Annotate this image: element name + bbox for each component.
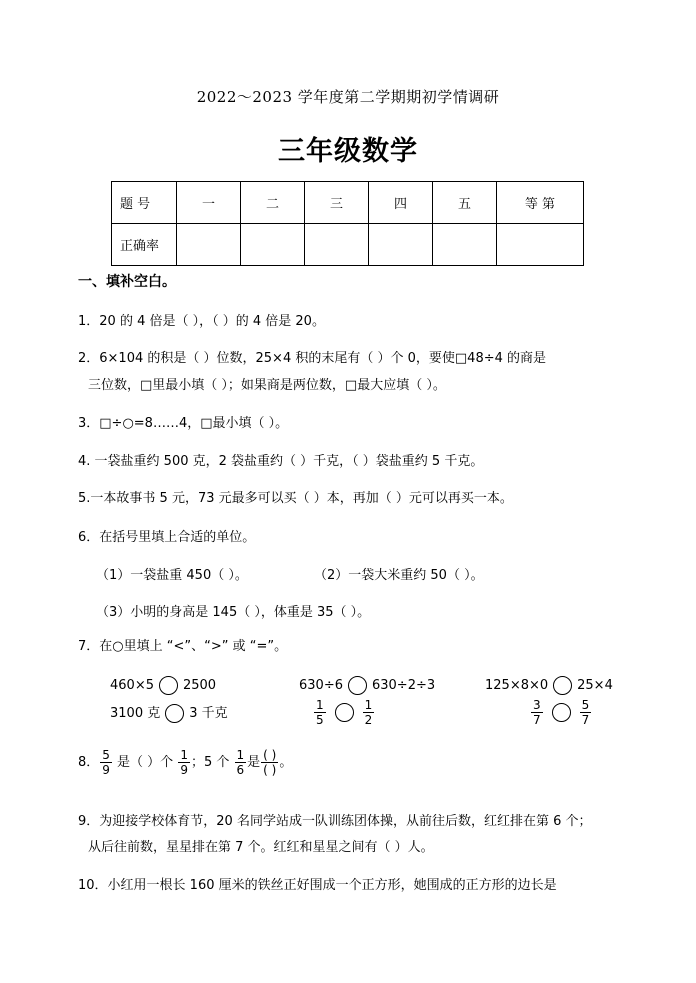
section-1-heading: 一、填补空白。 <box>78 274 176 290</box>
question-1: 1．20 的 4 倍是（ ），（ ）的 4 倍是 20。 <box>78 314 325 329</box>
compare-item <box>299 676 435 695</box>
compare-left: 125×8×0 <box>485 678 549 693</box>
compare-circle[interactable] <box>159 676 178 695</box>
fraction-denominator: 6 <box>236 763 245 777</box>
fraction-numerator: 5 <box>581 698 590 712</box>
score-blank-cell <box>305 224 369 266</box>
fraction-denominator: 9 <box>180 763 188 777</box>
fraction-numerator: 3 <box>533 698 541 712</box>
fraction <box>314 698 326 727</box>
fraction-numerator: ( ) <box>263 748 277 762</box>
fraction <box>100 748 112 777</box>
fraction-denominator: ( ) <box>263 763 277 777</box>
question-6-part1: （1）一袋盐重 450（ ）。 <box>96 568 248 583</box>
compare-item <box>110 676 216 695</box>
compare-item <box>485 676 613 695</box>
fraction-denominator: 7 <box>581 713 590 727</box>
compare-item <box>530 698 592 727</box>
fraction-numerator: 1 <box>236 748 245 762</box>
compare-left: 3100 克 <box>110 706 161 721</box>
fraction-blank[interactable] <box>261 748 278 777</box>
score-table <box>111 181 584 266</box>
question-6-stem: 6．在括号里填上合适的单位。 <box>78 530 256 545</box>
score-cell-part5: 五 <box>433 182 497 224</box>
fraction <box>531 698 543 727</box>
compare-right: 3 千克 <box>189 706 228 721</box>
fraction-denominator: 2 <box>364 713 373 727</box>
question-8 <box>78 748 292 777</box>
question-7-stem: 7．在○里填上 “<”、“>” 或 “=”。 <box>78 639 288 654</box>
compare-right: 630÷2÷3 <box>371 678 436 693</box>
question-9-line2: 从后往前数，星星排在第 7 个。红红和星星之间有（ ）人。 <box>88 840 434 855</box>
compare-circle[interactable] <box>552 703 571 722</box>
score-cell-label: 题 号 <box>112 182 177 224</box>
question-8-text: 是（ ）个 <box>112 755 178 770</box>
question-8-text: ；5 个 <box>190 755 234 770</box>
compare-circle[interactable] <box>335 703 354 722</box>
compare-left: 460×5 <box>110 678 154 693</box>
question-8-text: 是 <box>247 755 261 770</box>
score-cell-part2: 二 <box>241 182 305 224</box>
fraction <box>178 748 190 777</box>
fraction-denominator: 7 <box>533 713 541 727</box>
compare-left: 630÷6 <box>299 678 343 693</box>
compare-circle[interactable] <box>348 676 367 695</box>
score-cell-part4: 四 <box>369 182 433 224</box>
fraction <box>580 698 592 727</box>
question-8-text: 。 <box>279 755 293 770</box>
fraction <box>363 698 375 727</box>
compare-circle[interactable] <box>165 704 184 723</box>
question-9-line1: 9．为迎接学校体育节，20 名同学站成一队训练团体操，从前往后数，红红排在第 6 个； <box>78 814 592 829</box>
question-8-number: 8． <box>78 755 100 770</box>
score-blank-cell <box>433 224 497 266</box>
score-table-header-row <box>112 182 584 224</box>
score-table-accuracy-row <box>112 224 584 266</box>
question-4: 4. 一袋盐重约 500 克，2 袋盐重约（ ）千克，（ ）袋盐重约 5 千克。 <box>78 454 484 469</box>
fraction-numerator: 1 <box>180 748 188 762</box>
question-10: 10．小红用一根长 160 厘米的铁丝正好围成一个正方形，她围成的正方形的边长是 <box>78 878 557 893</box>
question-5: 5.一本故事书 5 元，73 元最多可以买（ ）本，再加（ ）元可以再买一本。 <box>78 491 513 506</box>
question-6-part3: （3）小明的身高是 145（ ），体重是 35（ ）。 <box>96 605 371 620</box>
question-2-line1: 2．6×104 的积是（ ）位数，25×4 积的末尾有（ ）个 0，要使□48÷4 的商是 <box>78 351 547 366</box>
compare-item <box>110 704 228 723</box>
fraction-numerator: 1 <box>364 698 373 712</box>
score-blank-cell <box>177 224 241 266</box>
question-3: 3．□÷○=8……4，□最小填（ ）。 <box>78 416 289 431</box>
fraction-denominator: 5 <box>316 713 324 727</box>
question-2-line2: 三位数，□里最小填（ ）；如果商是两位数，□最大应填（ ）。 <box>88 378 446 393</box>
exam-subtitle: 2022～2023 学年度第二学期期初学情调研 <box>196 88 500 106</box>
score-blank-cell <box>497 224 584 266</box>
compare-right: 25×4 <box>577 678 613 693</box>
score-blank-cell <box>241 224 305 266</box>
fraction-denominator: 9 <box>102 763 110 777</box>
fraction-numerator: 5 <box>102 748 110 762</box>
compare-right: 2500 <box>182 678 217 693</box>
score-blank-cell <box>369 224 433 266</box>
score-cell-grade: 等 第 <box>497 182 584 224</box>
fraction <box>235 748 247 777</box>
question-6-part2: （2）一袋大米重约 50（ ）。 <box>314 568 484 583</box>
compare-circle[interactable] <box>553 676 572 695</box>
score-cell-part3: 三 <box>305 182 369 224</box>
exam-title: 三年级数学 <box>278 136 418 167</box>
compare-item <box>313 698 375 727</box>
score-cell-part1: 一 <box>177 182 241 224</box>
score-cell-accuracy-label: 正确率 <box>112 224 177 266</box>
fraction-numerator: 1 <box>316 698 324 712</box>
